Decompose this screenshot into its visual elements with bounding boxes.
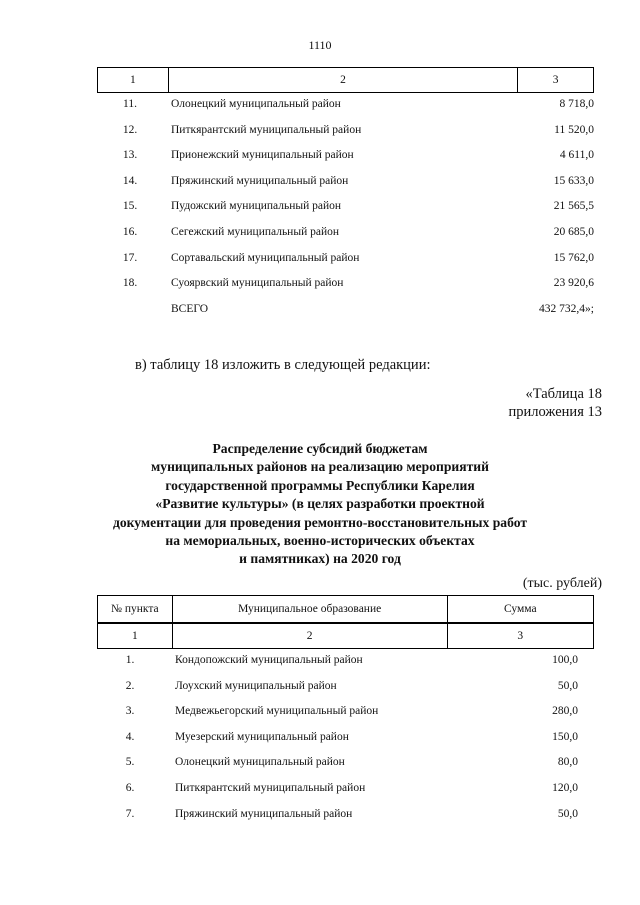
row-number: 12. xyxy=(122,123,138,136)
amount: 21 565,5 xyxy=(553,200,594,213)
municipality-name: Прионежский муниципальный район xyxy=(171,149,354,162)
table2-header-sum: Сумма xyxy=(504,603,537,615)
title-line: на мемориальных, военно-исторических объектах xyxy=(165,533,475,549)
municipality-name: ВСЕГО xyxy=(171,302,209,315)
municipality-name: Пудожский муниципальный район xyxy=(171,200,342,213)
table-row xyxy=(97,149,594,175)
municipality-name: Суоярвский муниципальный район xyxy=(171,277,344,290)
row-number: 4. xyxy=(125,730,135,743)
municipality-name: Муезерский муниципальный район xyxy=(175,730,349,743)
table-row xyxy=(97,680,594,706)
table-reference-line1: «Таблица 18 xyxy=(525,386,602,402)
table2-header-number: № пункта xyxy=(98,596,173,622)
table-row xyxy=(97,808,594,834)
municipality-name: Кондопожский муниципальный район xyxy=(175,654,363,666)
row-number: 15. xyxy=(122,200,138,213)
municipality-name: Питкярантский муниципальный район xyxy=(175,781,366,794)
table1-header-col3: 3 xyxy=(552,74,559,86)
amount: 50,0 xyxy=(557,807,578,820)
row-number: 18. xyxy=(122,277,138,290)
table-row xyxy=(97,98,594,124)
row-number: 14. xyxy=(122,174,138,187)
table2-header-municipality: Муниципальное образование xyxy=(173,596,448,622)
amount: 20 685,0 xyxy=(553,225,594,238)
table2-numbering-col1: 1 xyxy=(98,624,173,648)
amount: 280,0 xyxy=(552,705,578,718)
table2-column-numbering xyxy=(97,623,594,649)
table2-header xyxy=(97,595,594,623)
municipality-name: Пряжинский муниципальный район xyxy=(171,174,349,187)
municipality-name: Медвежьегорский муниципальный район xyxy=(175,705,379,718)
table-row xyxy=(97,731,594,757)
page-number: 1110 xyxy=(308,38,332,52)
table1-body xyxy=(97,98,594,328)
amount: 23 920,6 xyxy=(553,277,594,290)
title-line: документации для проведения ремонтно-восстановительных работ xyxy=(112,514,527,530)
amount: 11 520,0 xyxy=(554,123,594,136)
amount: 432 732,4»; xyxy=(539,302,594,315)
row-number: 17. xyxy=(122,251,138,264)
table-row xyxy=(97,303,594,329)
amount: 120,0 xyxy=(552,781,578,794)
table-row xyxy=(97,756,594,782)
title-line: и памятниках) на 2020 год xyxy=(239,551,401,567)
amount: 15 762,0 xyxy=(553,251,594,264)
title-line: муниципальных районов на реализацию мероприятий xyxy=(151,459,489,475)
row-number: 11. xyxy=(123,98,137,110)
municipality-name: Сегежский муниципальный район xyxy=(171,225,340,238)
title-line: Распределение субсидий бюджетам xyxy=(212,441,428,456)
row-number: 3. xyxy=(125,705,135,718)
table2-title xyxy=(0,440,640,569)
units-label: (тыс. рублей) xyxy=(522,576,602,591)
table-reference-line2: приложения 13 xyxy=(508,404,602,420)
row-number: 2. xyxy=(125,679,135,692)
table-row xyxy=(97,654,594,680)
table-reference xyxy=(509,385,602,421)
table-row xyxy=(97,277,594,303)
row-number: 6. xyxy=(125,781,135,794)
municipality-name: Сортавальский муниципальный район xyxy=(171,251,360,264)
table-row xyxy=(97,226,594,252)
table-row xyxy=(97,705,594,731)
table-row xyxy=(97,175,594,201)
table2-body xyxy=(97,654,594,833)
table-row xyxy=(97,252,594,278)
municipality-name: Лоухский муниципальный район xyxy=(175,679,337,692)
table-row xyxy=(97,782,594,808)
amount: 8 718,0 xyxy=(559,98,594,110)
amount: 15 633,0 xyxy=(553,174,594,187)
table1-header-col1: 1 xyxy=(98,68,169,92)
amount: 80,0 xyxy=(557,756,578,769)
row-number: 7. xyxy=(125,807,135,820)
municipality-name: Питкярантский муниципальный район xyxy=(171,123,362,136)
amount: 100,0 xyxy=(552,654,578,666)
table2-numbering-col3: 3 xyxy=(517,630,524,642)
table1-header xyxy=(97,67,594,93)
municipality-name: Олонецкий муниципальный район xyxy=(175,756,345,769)
row-number: 16. xyxy=(122,225,138,238)
table-row xyxy=(97,124,594,150)
table-row xyxy=(97,200,594,226)
amount: 50,0 xyxy=(557,679,578,692)
table2-numbering-col2: 2 xyxy=(173,624,448,648)
row-number: 1. xyxy=(125,654,135,666)
municipality-name: Пряжинский муниципальный район xyxy=(175,807,353,820)
row-number: 5. xyxy=(125,756,135,769)
table1-header-col2: 2 xyxy=(169,68,519,92)
title-line: государственной программы Республики Карелия xyxy=(165,477,475,493)
row-number: 13. xyxy=(122,149,138,162)
title-line: «Развитие культуры» (в целях разработки проектной xyxy=(155,496,485,512)
amount: 4 611,0 xyxy=(559,149,594,162)
amendment-instruction: в) таблицу 18 изложить в следующей редакции: xyxy=(135,357,431,373)
municipality-name: Олонецкий муниципальный район xyxy=(171,98,341,110)
amount: 150,0 xyxy=(552,730,578,743)
